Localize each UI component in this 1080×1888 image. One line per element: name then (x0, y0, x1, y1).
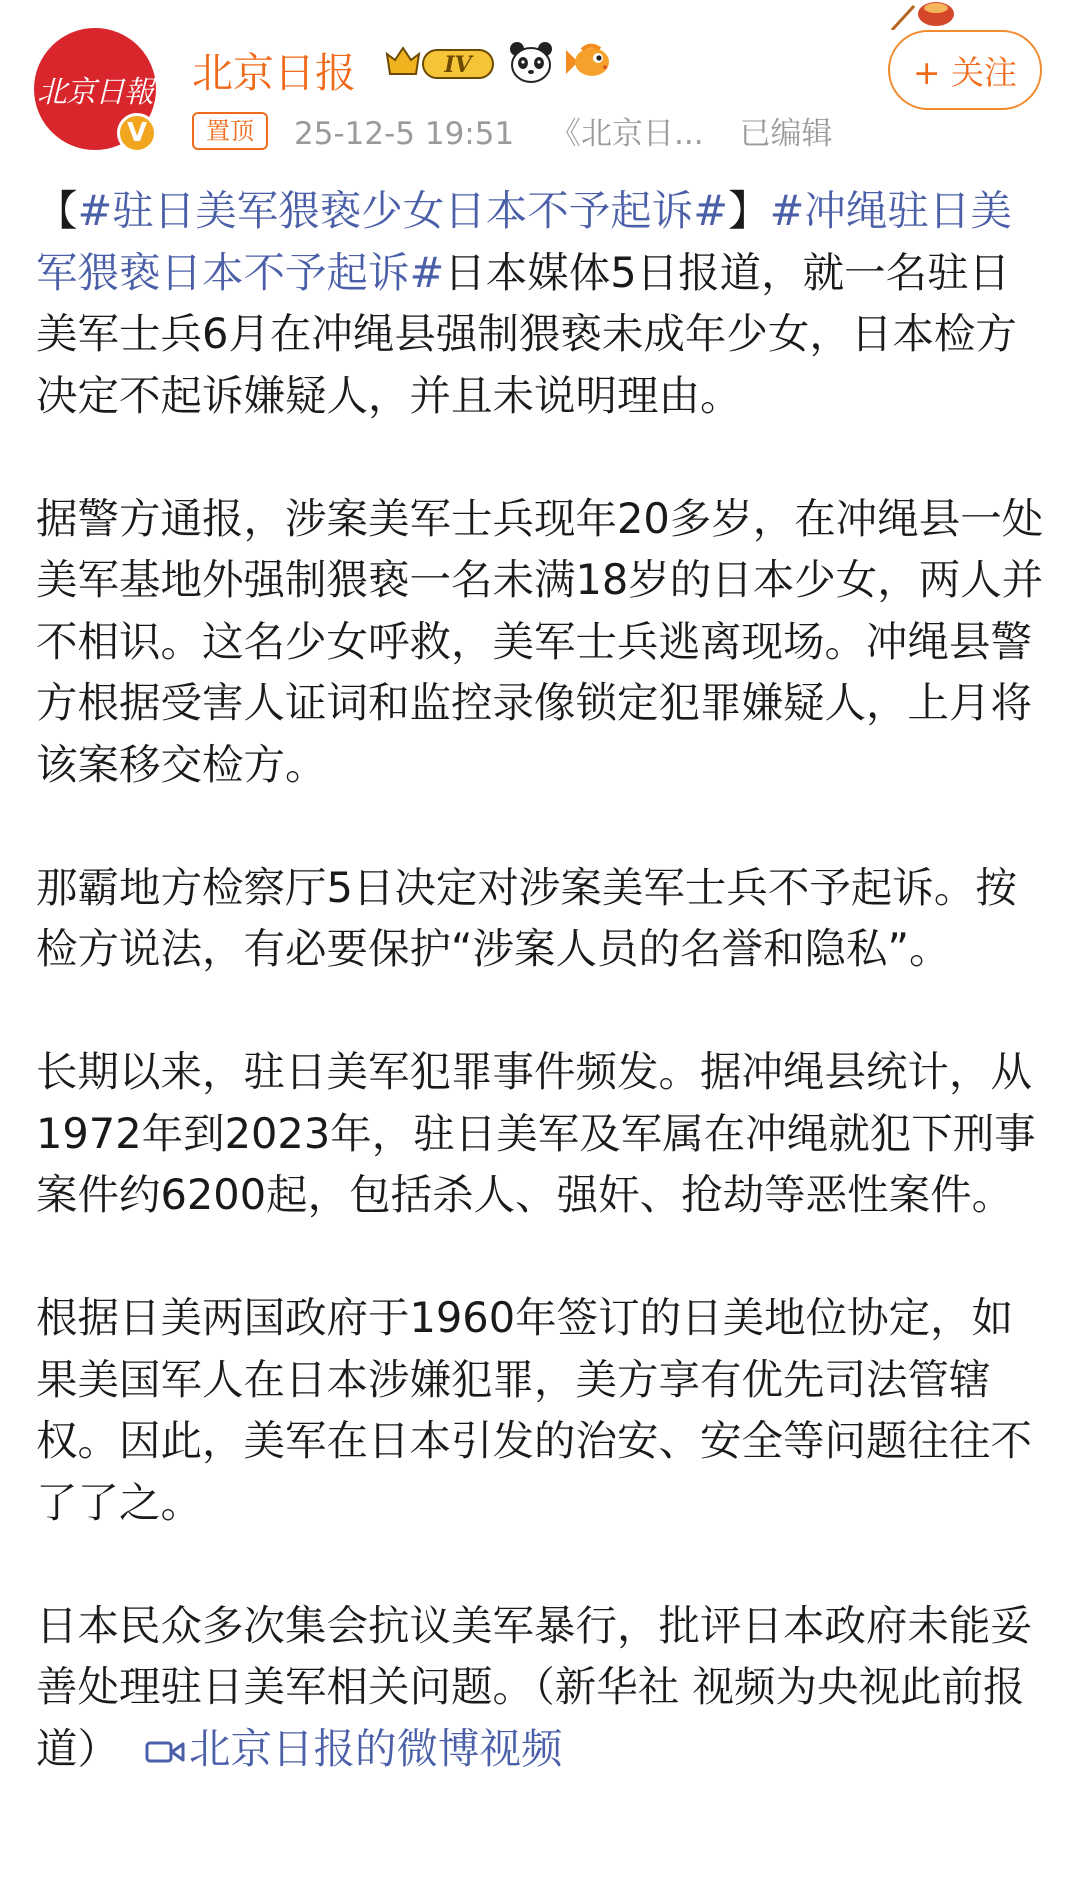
bracket-close: 】 (728, 186, 770, 235)
paragraph-5: 根据日美两国政府于1960年签订的日美地位协定，如果美国军人在日本涉嫌犯罪，美方享有优先司法管辖权。因此，美军在日本引发的治安、安全等问题往往不了了之。 (36, 1293, 1033, 1527)
video-link-label[interactable]: 北京日报的微博视频 (189, 1723, 563, 1773)
post-source[interactable]: 《北京日... (550, 116, 704, 152)
crown-level-badge-icon[interactable] (385, 44, 497, 82)
paragraph-6 (36, 1595, 1046, 1780)
verified-badge-icon: V (117, 113, 157, 153)
account-name[interactable]: 北京日报 (192, 49, 356, 97)
follow-button[interactable]: + 关注 (888, 30, 1042, 110)
hashtag-link-1[interactable]: #驻日美军猥亵少女日本不予起诉# (77, 186, 729, 235)
post-timestamp: 25-12-5 19:51 (294, 116, 515, 152)
paragraph-4: 长期以来，驻日美军犯罪事件频发。据冲绳县统计，从1972年到2023年，驻日美军及军属在冲绳就犯下刑事案件约6200起，包括杀人、强奸、抢劫等恶性案件。 (36, 1047, 1036, 1219)
hashtag-link-2[interactable]: #冲绳驻日美军猥亵日本不予起诉# (36, 186, 1012, 297)
panda-icon[interactable] (507, 38, 555, 86)
video-link[interactable] (145, 1724, 563, 1773)
bracket-open: 【 (36, 186, 78, 235)
paragraph-1-text: 日本媒体5日报道，就一名驻日美军士兵6月在冲绳县强制猥亵未成年少女，日本检方决定不起诉嫌疑人，并且未说明理由。 (36, 247, 1017, 420)
paragraph-3: 那霸地方检察厅5日决定对涉案美军士兵不予起诉。按检方说法，有必要保护“涉案人员的名誉和隐私”。 (36, 862, 1017, 973)
video-camera-icon (145, 1737, 185, 1767)
fish-icon[interactable] (564, 40, 612, 86)
avatar-logo-text: 北京日報 (37, 75, 153, 110)
level-badge-text: IV (444, 52, 472, 78)
post-meta (294, 108, 832, 153)
decoration-icon (890, 0, 970, 30)
post-body (36, 180, 1046, 1779)
paragraph-6-text: 日本民众多次集会抗议美军暴行，批评日本政府未能妥善处理驻日美军相关问题。（新华社 视频为央视此前报道） (36, 1600, 1033, 1773)
paragraph-1 (36, 180, 1046, 426)
post-header (0, 0, 1080, 150)
paragraph-2: 据警方通报，涉案美军士兵现年20多岁，在冲绳县一处美军基地外强制猥亵一名未满18岁的日本少女，两人并不相识。这名少女呼救，美军士兵逃离现场。冲绳县警方根据受害人证词和监控录像锁定犯罪嫌疑人，上月将该案移交检方。 (36, 493, 1044, 789)
edited-label[interactable]: 已编辑 (739, 116, 833, 152)
pinned-tag: 置顶 (192, 112, 268, 150)
